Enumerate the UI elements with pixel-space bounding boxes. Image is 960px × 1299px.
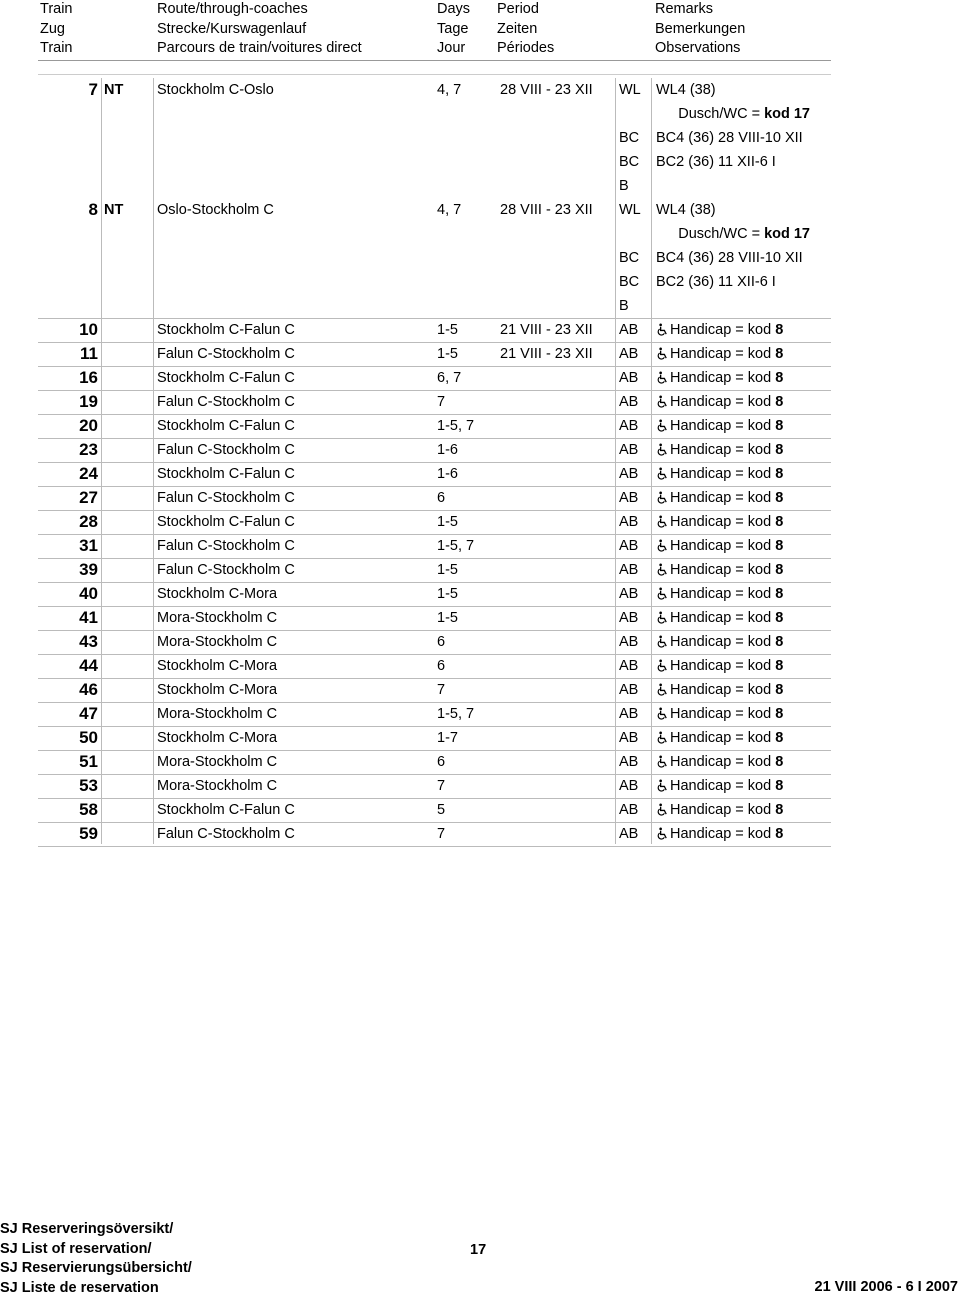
wheelchair-icon [656,611,669,624]
route: Mora-Stockholm C [157,754,278,770]
footer-titles [0,1220,192,1298]
handicap-label: Handicap = kod [670,586,776,602]
days: 5 [437,802,446,818]
coach-class: AB [619,562,639,578]
route: Stockholm C-Mora [157,658,278,674]
days: 1-5 [437,586,458,602]
table-row [0,151,960,175]
table-row [0,679,960,703]
handicap-label: Handicap = kod [670,490,776,506]
table-row [0,535,960,559]
route: Stockholm C-Falun C [157,370,295,386]
table-row [0,295,960,319]
train-number: 59 [79,824,98,843]
handicap-remark [656,778,783,794]
table-row [0,319,960,343]
handicap-remark [656,682,783,698]
handicap-remark [656,490,783,506]
coach-class: AB [619,706,639,722]
days: 1-5, 7 [437,418,475,434]
footer-title-fr: SJ Liste de reservation [0,1279,159,1296]
header-remarks-en: Remarks [655,1,714,17]
days: 7 [437,826,446,842]
header-route-en: Route/through-coaches [157,1,308,17]
handicap-code: 8 [775,778,784,794]
route: Falun C-Stockholm C [157,562,295,578]
route: Oslo-Stockholm C [157,202,274,218]
wheelchair-icon [656,707,669,720]
handicap-label: Handicap = kod [670,562,776,578]
period: 21 VIII - 23 XII [500,346,593,362]
header-train-en: Train [40,1,73,17]
remark: WL4 (38) [656,202,716,218]
route: Falun C-Stockholm C [157,490,295,506]
handicap-code: 8 [775,490,784,506]
coach-class: AB [619,370,639,386]
wheelchair-icon [656,443,669,456]
handicap-code: 8 [775,514,784,530]
table-row [0,703,960,727]
handicap-code: 8 [775,418,784,434]
coach-class: WL [619,82,641,98]
route: Stockholm C-Oslo [157,82,274,98]
footer-date: 21 VIII 2006 - 6 I 2007 [814,1279,958,1295]
train-number: 27 [79,488,98,507]
table-row [0,607,960,631]
days: 1-5 [437,514,458,530]
handicap-code: 8 [775,730,784,746]
handicap-label: Handicap = kod [670,730,776,746]
train-number: 50 [79,728,98,747]
route: Falun C-Stockholm C [157,538,295,554]
handicap-code: 8 [775,586,784,602]
coach-class: AB [619,514,639,530]
train-number: 28 [79,512,98,531]
header-remarks-de: Bemerkungen [655,20,746,37]
days: 6, 7 [437,370,462,386]
table-row [0,223,960,247]
coach-class: AB [619,682,639,698]
days: 7 [437,778,446,794]
handicap-code: 8 [775,682,784,698]
footer-title-sv: SJ Reserveringsöversikt/ [0,1221,174,1237]
table-row [0,79,960,103]
train-number: 44 [79,656,98,675]
handicap-label: Handicap = kod [670,442,776,458]
footer-title-en: SJ List of reservation/ [0,1240,152,1257]
table-row [0,247,960,271]
train-number: 31 [79,536,98,555]
coach-class: BC [619,130,640,146]
handicap-remark [656,586,783,602]
handicap-label: Handicap = kod [670,370,776,386]
coach-class: B [619,298,629,314]
remark: BC4 (36) 28 VIII-10 XII [656,250,803,266]
route: Stockholm C-Mora [157,682,278,698]
route: Falun C-Stockholm C [157,346,295,362]
coach-class: AB [619,754,639,770]
route: Stockholm C-Falun C [157,418,295,434]
coach-class: AB [619,394,639,410]
handicap-label: Handicap = kod [670,538,776,554]
route: Falun C-Stockholm C [157,394,295,410]
days: 1-6 [437,466,458,482]
header-period-fr: Périodes [497,40,555,56]
handicap-code: 8 [775,562,784,578]
route: Mora-Stockholm C [157,706,278,722]
days: 1-5 [437,322,458,338]
route: Stockholm C-Falun C [157,514,295,530]
route: Stockholm C-Falun C [157,466,295,482]
handicap-code: 8 [775,322,784,338]
handicap-remark [656,730,783,746]
header-route-de: Strecke/Kurswagenlauf [157,20,307,37]
days: 1-5, 7 [437,538,475,554]
route: Stockholm C-Falun C [157,802,295,818]
train-number: 10 [79,320,98,339]
handicap-label: Handicap = kod [670,610,776,626]
table-row [0,415,960,439]
row-rule [38,846,831,847]
days: 6 [437,658,446,674]
wheelchair-icon [656,491,669,504]
coach-class: AB [619,778,639,794]
handicap-remark [656,442,783,458]
header-days-de: Tage [437,20,469,37]
handicap-label: Handicap = kod [670,754,776,770]
days: 6 [437,490,446,506]
handicap-label: Handicap = kod [670,706,776,722]
days: 1-5 [437,610,458,626]
coach-class: AB [619,490,639,506]
coach-class: AB [619,658,639,674]
train-type: NT [104,202,124,218]
coach-class: WL [619,202,641,218]
coach-class: AB [619,418,639,434]
wheelchair-icon [656,347,669,360]
handicap-code: 8 [775,802,784,818]
table-row [0,487,960,511]
wheelchair-icon [656,539,669,552]
remark-code: kod 17 [764,106,810,122]
table-row [0,127,960,151]
days: 4, 7 [437,202,462,218]
coach-class: AB [619,730,639,746]
handicap-remark [656,466,783,482]
handicap-code: 8 [775,442,784,458]
handicap-remark [656,418,783,434]
handicap-label: Handicap = kod [670,394,776,410]
handicap-remark [656,562,783,578]
route: Falun C-Stockholm C [157,826,295,842]
table-row [0,439,960,463]
handicap-code: 8 [775,370,784,386]
train-number: 11 [80,344,98,363]
handicap-code: 8 [775,658,784,674]
handicap-label: Handicap = kod [670,514,776,530]
handicap-code: 8 [775,466,784,482]
handicap-code: 8 [775,346,784,362]
table-row [0,799,960,823]
header-train-de: Zug [40,20,65,37]
header-route-fr: Parcours de train/voitures direct [157,40,362,56]
train-number: 16 [79,368,98,387]
table-row [0,367,960,391]
route: Stockholm C-Falun C [157,322,295,338]
header-period-en: Period [497,1,539,17]
coach-class: AB [619,442,639,458]
handicap-code: 8 [775,610,784,626]
train-type: NT [104,82,124,98]
table-row [0,655,960,679]
handicap-label: Handicap = kod [670,802,776,818]
train-number: 53 [79,776,98,795]
remark-code: kod 17 [764,226,810,242]
handicap-remark [656,322,783,338]
wheelchair-icon [656,467,669,480]
remark: BC4 (36) 28 VIII-10 XII [656,130,803,146]
table-row [0,559,960,583]
remark-label: Dusch/WC = [678,226,765,242]
train-number: 43 [79,632,98,651]
route: Stockholm C-Mora [157,730,278,746]
table-row [0,391,960,415]
remark-shower [678,106,810,122]
handicap-remark [656,370,783,386]
coach-class: AB [619,826,639,842]
coach-class: BC [619,154,640,170]
handicap-remark [656,706,783,722]
handicap-code: 8 [775,826,784,842]
table-row [0,751,960,775]
wheelchair-icon [656,755,669,768]
handicap-remark [656,634,783,650]
handicap-remark [656,538,783,554]
header-days-en: Days [437,1,471,17]
train-number: 23 [79,440,98,459]
days: 4, 7 [437,82,462,98]
days: 6 [437,754,446,770]
days: 1-5 [437,562,458,578]
table-row [0,727,960,751]
handicap-label: Handicap = kod [670,346,776,362]
days: 6 [437,634,446,650]
period: 21 VIII - 23 XII [500,322,593,338]
handicap-remark [656,754,783,770]
wheelchair-icon [656,731,669,744]
wheelchair-icon [656,515,669,528]
handicap-code: 8 [775,634,784,650]
period: 28 VIII - 23 XII [500,82,593,98]
handicap-remark [656,802,783,818]
wheelchair-icon [656,803,669,816]
remark-shower [678,226,810,242]
handicap-label: Handicap = kod [670,634,776,650]
table-row [0,463,960,487]
handicap-label: Handicap = kod [670,778,776,794]
table-row [0,775,960,799]
train-number: 41 [79,608,98,627]
wheelchair-icon [656,371,669,384]
route: Stockholm C-Mora [157,586,278,602]
handicap-code: 8 [775,394,784,410]
coach-class: AB [619,538,639,554]
coach-class: B [619,178,629,194]
handicap-code: 8 [775,754,784,770]
handicap-remark [656,826,783,842]
handicap-label: Handicap = kod [670,418,776,434]
wheelchair-icon [656,635,669,648]
period: 28 VIII - 23 XII [500,202,593,218]
wheelchair-icon [656,779,669,792]
wheelchair-icon [656,683,669,696]
handicap-code: 8 [775,706,784,722]
handicap-label: Handicap = kod [670,658,776,674]
wheelchair-icon [656,587,669,600]
days: 1-5, 7 [437,706,475,722]
wheelchair-icon [656,827,669,840]
wheelchair-icon [656,659,669,672]
wheelchair-icon [656,419,669,432]
remark: BC2 (36) 11 XII-6 I [656,154,776,170]
handicap-label: Handicap = kod [670,682,776,698]
handicap-remark [656,394,783,410]
route: Mora-Stockholm C [157,634,278,650]
days: 1-6 [437,442,458,458]
wheelchair-icon [656,395,669,408]
table-row [0,823,960,847]
wheelchair-icon [656,323,669,336]
handicap-remark [656,658,783,674]
page-number: 17 [470,1242,487,1258]
train-number: 39 [79,560,98,579]
train-number: 8 [88,200,98,219]
coach-class: AB [619,586,639,602]
train-number: 19 [79,392,98,411]
train-number: 51 [79,752,98,771]
train-number: 40 [79,584,98,603]
table-row [0,271,960,295]
table-row [0,583,960,607]
days: 7 [437,394,446,410]
table-row [0,511,960,535]
handicap-remark [656,514,783,530]
coach-class: AB [619,634,639,650]
table-row [0,343,960,367]
route: Mora-Stockholm C [157,778,278,794]
handicap-remark [656,346,783,362]
remark: BC2 (36) 11 XII-6 I [656,274,776,290]
route: Falun C-Stockholm C [157,442,295,458]
train-number: 20 [79,416,98,435]
train-number: 7 [88,80,98,99]
train-number: 47 [79,704,98,723]
handicap-code: 8 [775,538,784,554]
header-remarks-fr: Observations [655,40,741,56]
header-period-de: Zeiten [497,20,538,37]
train-number: 46 [79,680,98,699]
days: 1-5 [437,346,458,362]
table-row [0,199,960,223]
days: 1-7 [437,730,458,746]
handicap-label: Handicap = kod [670,466,776,482]
train-number: 24 [79,464,98,483]
table-row [0,103,960,127]
header-train-fr: Train [40,40,73,56]
coach-class: AB [619,466,639,482]
handicap-label: Handicap = kod [670,826,776,842]
wheelchair-icon [656,563,669,576]
table-row [0,175,960,199]
coach-class: BC [619,250,640,266]
handicap-label: Handicap = kod [670,322,776,338]
days: 7 [437,682,446,698]
coach-class: AB [619,802,639,818]
train-number: 58 [79,800,98,819]
coach-class: AB [619,610,639,626]
header-days-fr: Jour [437,40,466,56]
remark-label: Dusch/WC = [678,106,765,122]
table-row [0,631,960,655]
coach-class: BC [619,274,640,290]
coach-class: AB [619,322,639,338]
remark: WL4 (38) [656,82,716,98]
coach-class: AB [619,346,639,362]
route: Mora-Stockholm C [157,610,278,626]
footer-title-de: SJ Reservierungsübersicht/ [0,1260,192,1276]
handicap-remark [656,610,783,626]
